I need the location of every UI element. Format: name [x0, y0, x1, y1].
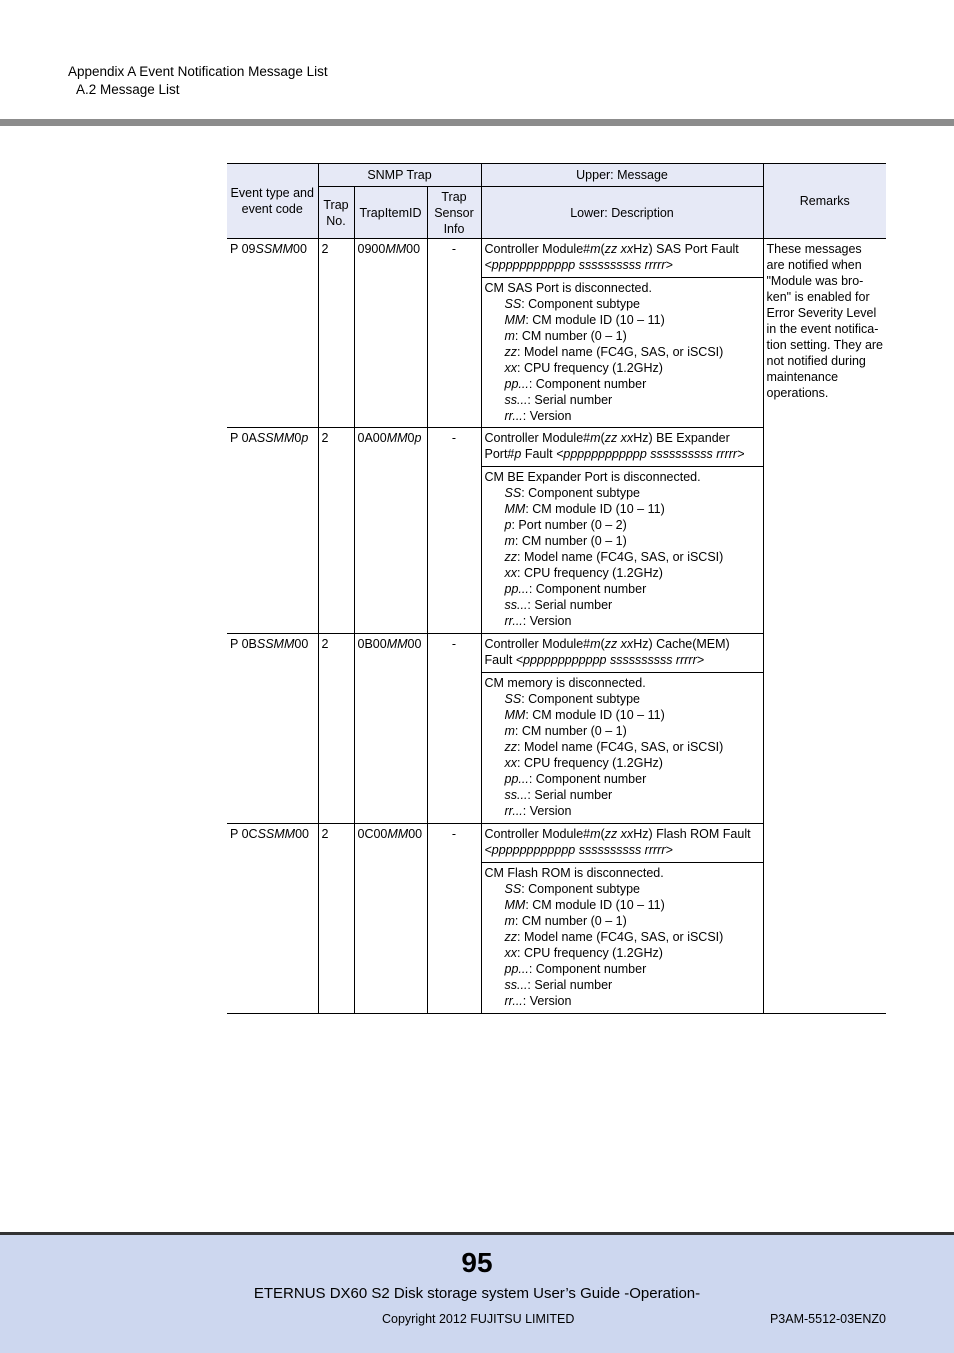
description-title: CM BE Expander Port is disconnected.: [484, 470, 701, 484]
description-var: m: [504, 724, 515, 738]
message-cell: [481, 428, 763, 467]
description-text: : Component subtype: [521, 692, 641, 706]
message-cell: [481, 824, 763, 863]
description-var: zz: [504, 740, 517, 754]
description-item: [485, 597, 760, 613]
description-text: : CM module ID (10 – 11): [525, 708, 665, 722]
description-title: CM Flash ROM is disconnected.: [484, 866, 664, 880]
description-var: ss...: [504, 978, 528, 992]
description-text: : Version: [522, 614, 572, 628]
col-header-lower-description: Lower: Description: [481, 187, 763, 239]
description-item: [485, 549, 760, 565]
description-item: [485, 376, 760, 392]
msg-var: zz xx: [604, 827, 634, 841]
msg-tail: <pppppppppppp ssssssssss rrrrr>: [556, 447, 745, 461]
description-var: pp...: [504, 962, 529, 976]
page-number: 95: [461, 1247, 493, 1278]
description-text: : Serial number: [527, 393, 613, 407]
trap-item-prefix: 0C00: [357, 827, 388, 841]
description-item: [485, 691, 760, 707]
description-item: [485, 787, 760, 803]
description-var: zz: [504, 345, 517, 359]
description-var: SS: [504, 882, 522, 896]
description-var: SS: [504, 297, 522, 311]
description-text: : CPU frequency (1.2GHz): [517, 756, 663, 770]
description-var: rr...: [504, 804, 523, 818]
description-item: [485, 344, 760, 360]
description-item: [485, 945, 760, 961]
trap-item-prefix: 0B00: [357, 637, 387, 651]
msg-text: Controller Module#: [484, 827, 591, 841]
description-text: : CM number (0 – 1): [514, 534, 627, 548]
document-code: P3AM-5512-03ENZ0: [769, 1312, 886, 1326]
remarks-cell: [763, 239, 886, 1014]
event-code-suffix: 00: [293, 242, 307, 256]
description-var: pp...: [504, 772, 529, 786]
description-var: MM: [504, 708, 526, 722]
col-header-trap-item-id: TrapItemID: [354, 187, 427, 239]
description-var: rr...: [504, 614, 523, 628]
msg-var: zz xx: [604, 637, 634, 651]
trap-item-suffix: 00: [406, 242, 421, 256]
description-var: p: [504, 518, 512, 532]
event-code-var: SSMM: [256, 431, 295, 445]
description-item: [485, 517, 760, 533]
msg-text: (: [600, 431, 605, 445]
event-code-cell: [227, 239, 318, 428]
msg-text: Hz) SAS Port Fault: [633, 242, 739, 256]
event-code-var: SSMM: [255, 242, 293, 256]
description-item: [485, 501, 760, 517]
description-item: [485, 961, 760, 977]
event-code-cell: [227, 634, 318, 824]
description-var: rr...: [504, 994, 523, 1008]
trap-item-var: MM: [386, 431, 408, 445]
description-text: : Model name (FC4G, SAS, or iSCSI): [517, 550, 724, 564]
col-header-trap-no: Trap No.: [318, 187, 354, 239]
description-var: zz: [504, 550, 517, 564]
description-text: : Serial number: [527, 978, 613, 992]
msg-text: (: [600, 637, 605, 651]
description-item: [485, 312, 760, 328]
description-text: : Component number: [528, 582, 647, 596]
message-cell: [481, 634, 763, 673]
description-item: [485, 913, 760, 929]
trap-item-suffix: 00: [407, 637, 422, 651]
description-title: CM SAS Port is disconnected.: [484, 281, 652, 295]
description-text: : CM number (0 – 1): [514, 724, 627, 738]
description-var: pp...: [504, 377, 529, 391]
col-header-trap-sensor-info: Trap Sensor Info: [427, 187, 481, 239]
msg-text: (: [600, 242, 605, 256]
description-var: MM: [504, 313, 526, 327]
description-item: [485, 771, 760, 787]
event-code-prefix: P 09: [230, 242, 256, 256]
description-item: [485, 755, 760, 771]
trap-sensor-cell: -: [427, 239, 481, 428]
col-header-upper-message: Upper: Message: [481, 164, 763, 187]
description-text: : Model name (FC4G, SAS, or iSCSI): [517, 930, 724, 944]
msg-text: Hz) Flash ROM Fault: [633, 827, 751, 841]
header-chapter: Appendix A Event Notification Message List: [68, 64, 328, 79]
msg-var: m: [590, 242, 601, 256]
description-text: : Serial number: [527, 788, 613, 802]
description-text: : Component subtype: [521, 486, 641, 500]
event-code-var: SSMM: [256, 637, 295, 651]
msg-text: Hz) Cache(MEM) Fault: [484, 637, 730, 667]
description-text: : Model name (FC4G, SAS, or iSCSI): [517, 345, 724, 359]
description-text: : Serial number: [527, 598, 613, 612]
trap-sensor-cell: -: [427, 428, 481, 634]
event-code-suffix: 00: [295, 827, 309, 841]
description-var: MM: [504, 898, 526, 912]
description-text: : CM number (0 – 1): [514, 914, 627, 928]
msg-var: p: [514, 447, 522, 461]
description-var: ss...: [504, 598, 528, 612]
event-code-cell: [227, 428, 318, 634]
description-cell: [481, 863, 763, 1014]
msg-var: m: [590, 637, 601, 651]
description-text: : Version: [522, 804, 572, 818]
msg-var: m: [590, 827, 601, 841]
msg-tail: <pppppppppppp ssssssssss rrrrr>: [484, 258, 673, 272]
msg-text: Controller Module#: [484, 242, 591, 256]
description-item: [485, 707, 760, 723]
event-code-prefix: P 0B: [230, 637, 257, 651]
col-header-snmp-trap: SNMP Trap: [318, 164, 481, 187]
page-footer: [0, 1232, 954, 1353]
description-var: ss...: [504, 788, 528, 802]
trap-no-cell: 2: [318, 824, 354, 1014]
description-text: : Port number (0 – 2): [511, 518, 627, 532]
event-code-var: SSMM: [257, 827, 296, 841]
description-item: [485, 881, 760, 897]
trap-sensor-cell: -: [427, 824, 481, 1014]
description-item: [485, 360, 760, 376]
col-header-remarks: Remarks: [763, 164, 886, 239]
trap-item-id-cell: [354, 634, 427, 824]
trap-no-cell: 2: [318, 239, 354, 428]
description-item: [485, 408, 760, 424]
copyright: Copyright 2012 FUJITSU LIMITED: [382, 1312, 575, 1326]
description-var: xx: [504, 361, 517, 375]
description-var: m: [504, 329, 515, 343]
event-code-prefix: P 0A: [230, 431, 257, 445]
description-var: SS: [504, 692, 522, 706]
remarks-text: These messages are notified when "Module was bro-ken" is enabled for Error Severity Level in the event notifica-tion setting. They are not notified during maintenance operations.: [766, 242, 884, 400]
event-code-cell: [227, 824, 318, 1014]
msg-tail: <pppppppppppp ssssssssss rrrrr>: [515, 653, 705, 667]
msg-var: m: [590, 431, 601, 445]
description-cell: [481, 673, 763, 824]
msg-text: Hz) BE Expander Port#: [484, 431, 730, 461]
description-item: [485, 993, 760, 1009]
description-text: : CM module ID (10 – 11): [525, 313, 665, 327]
trap-item-suffix: 00: [408, 827, 423, 841]
description-item: [485, 296, 760, 312]
trap-item-id-cell: [354, 239, 427, 428]
description-item: [485, 485, 760, 501]
trap-item-id-cell: [354, 428, 427, 634]
description-item: [485, 392, 760, 408]
trap-no-cell: 2: [318, 634, 354, 824]
description-text: : Component number: [528, 962, 647, 976]
description-item: [485, 723, 760, 739]
trap-item-prefix: 0A00: [357, 431, 387, 445]
trap-item-var: MM: [386, 637, 408, 651]
description-var: xx: [504, 756, 517, 770]
description-item: [485, 565, 760, 581]
msg-var: zz xx: [604, 431, 634, 445]
description-item: [485, 803, 760, 819]
description-var: ss...: [504, 393, 528, 407]
trap-item-var: MM: [385, 242, 407, 256]
description-text: : Component number: [528, 772, 647, 786]
trap-no-cell: 2: [318, 428, 354, 634]
message-table: [227, 163, 886, 1014]
event-code-suffix: 0p: [294, 431, 309, 445]
trap-item-suffix: 0p: [407, 431, 422, 445]
description-text: : Version: [522, 409, 572, 423]
description-item: [485, 897, 760, 913]
description-text: : CM module ID (10 – 11): [525, 898, 665, 912]
description-text: : CM number (0 – 1): [514, 329, 627, 343]
header-divider: [0, 119, 954, 126]
description-item: [485, 533, 760, 549]
description-var: pp...: [504, 582, 529, 596]
msg-text: Fault: [521, 447, 557, 461]
description-var: m: [504, 914, 515, 928]
table-row: [227, 239, 886, 278]
description-text: : Version: [522, 994, 572, 1008]
description-var: SS: [504, 486, 522, 500]
msg-text: (: [600, 827, 605, 841]
description-text: : CPU frequency (1.2GHz): [517, 566, 663, 580]
trap-sensor-cell: -: [427, 634, 481, 824]
description-item: [485, 328, 760, 344]
description-cell: [481, 467, 763, 634]
description-item: [485, 977, 760, 993]
event-code-suffix: 00: [294, 637, 309, 651]
description-text: : CPU frequency (1.2GHz): [517, 946, 663, 960]
msg-var: zz xx: [604, 242, 634, 256]
description-cell: [481, 278, 763, 428]
message-cell: [481, 239, 763, 278]
description-var: MM: [504, 502, 526, 516]
description-text: : Model name (FC4G, SAS, or iSCSI): [517, 740, 724, 754]
description-var: m: [504, 534, 515, 548]
description-text: : CM module ID (10 – 11): [525, 502, 665, 516]
description-var: zz: [504, 930, 517, 944]
description-var: xx: [504, 566, 517, 580]
description-item: [485, 613, 760, 629]
description-var: xx: [504, 946, 517, 960]
description-title: CM memory is disconnected.: [484, 676, 646, 690]
header-row-1: [227, 164, 886, 187]
msg-text: Controller Module#: [484, 637, 591, 651]
msg-tail: <pppppppppppp ssssssssss rrrrr>: [484, 843, 673, 857]
event-code-prefix: P 0C: [230, 827, 258, 841]
trap-item-prefix: 0900: [357, 242, 386, 256]
msg-text: Controller Module#: [484, 431, 591, 445]
description-text: : CPU frequency (1.2GHz): [517, 361, 663, 375]
header-section: A.2 Message List: [76, 82, 180, 97]
description-text: : Component subtype: [521, 882, 641, 896]
col-header-event-type: Event type and event code: [227, 164, 318, 239]
description-item: [485, 929, 760, 945]
description-var: rr...: [504, 409, 523, 423]
description-text: : Component subtype: [521, 297, 641, 311]
description-item: [485, 739, 760, 755]
trap-item-var: MM: [387, 827, 409, 841]
trap-item-id-cell: [354, 824, 427, 1014]
description-item: [485, 581, 760, 597]
description-text: : Component number: [528, 377, 647, 391]
document-title: ETERNUS DX60 S2 Disk storage system User’s Guide -Operation-: [253, 1285, 701, 1302]
